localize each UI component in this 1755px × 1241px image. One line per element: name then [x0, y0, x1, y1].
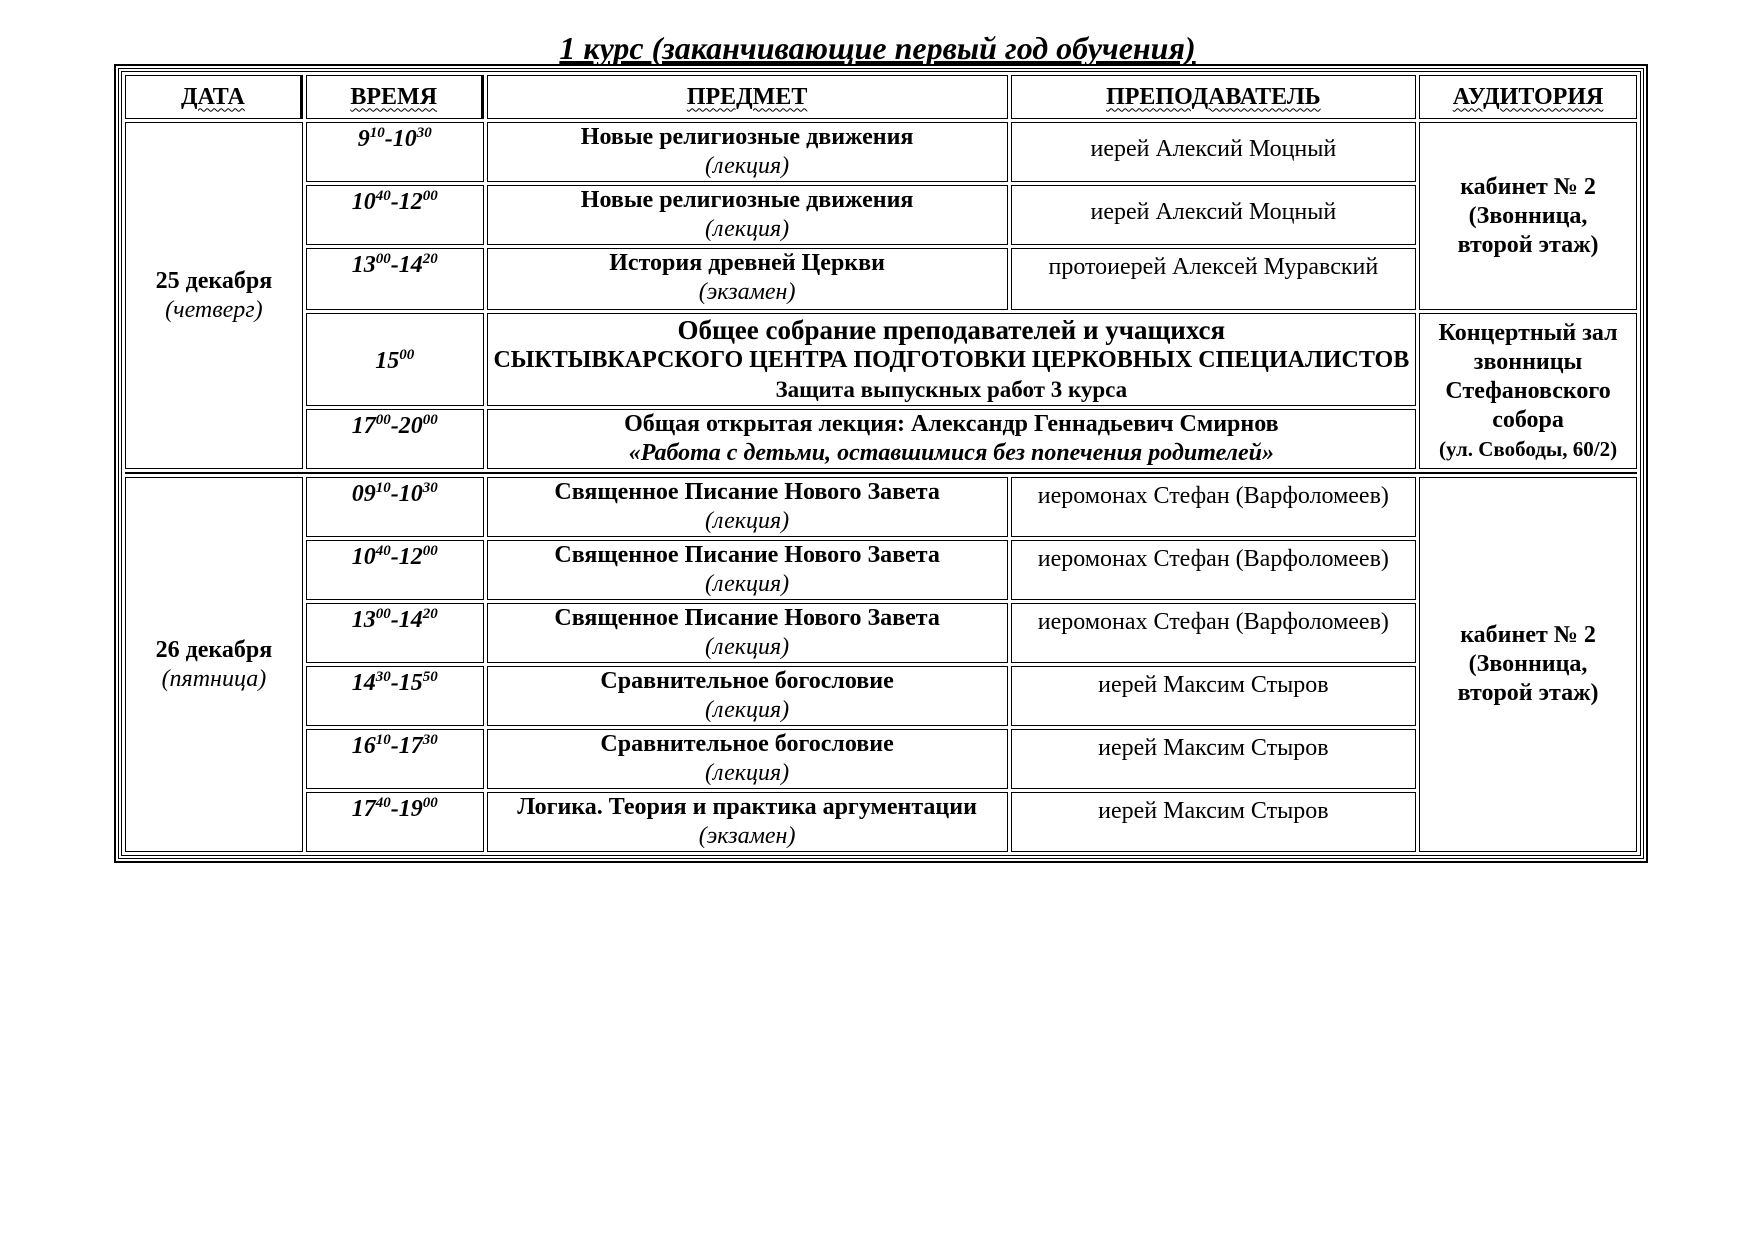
- meeting-cell: Общее собрание преподавателей и учащихся СЫКТЫВКАРСКОГО ЦЕНТРА ПОДГОТОВКИ ЦЕРКОВНЫХ СПЕЦИАЛИСТОВ Защита выпускных работ 3 курса: [487, 313, 1417, 406]
- subject-cell: Сравнительное богословие (лекция): [487, 666, 1008, 726]
- subject-cell: Священное Писание Нового Завета (лекция): [487, 603, 1008, 663]
- time-cell: $9^{10}-10^{30}$: [306, 122, 484, 182]
- subject-cell: Новые религиозные движения (лекция): [487, 122, 1008, 182]
- time-cell: $13^{00}-14^{20}$: [306, 248, 484, 310]
- table-row: [125, 122, 1637, 182]
- table-row: [125, 603, 1637, 663]
- header-date: ДАТА: [125, 75, 303, 119]
- time-cell: $09^{10}-10^{30}$: [306, 477, 484, 537]
- teacher-cell: иерей Максим Стыров: [1011, 729, 1416, 789]
- subject-cell: Священное Писание Нового Завета (лекция): [487, 477, 1008, 537]
- time-cell: $13^{00}-14^{20}$: [306, 603, 484, 663]
- open-lecture-cell: Общая открытая лекция: Александр Геннадьевич Смирнов «Работа с детьми, оставшимися без попечения родителей»: [487, 409, 1417, 469]
- header-row: [125, 75, 1637, 119]
- date-label: 26 декабря: [155, 636, 273, 663]
- teacher-cell: иерей Алексий Моцный: [1011, 185, 1416, 245]
- table-row: [125, 792, 1637, 852]
- table-row: [125, 248, 1637, 310]
- day-separator: [125, 472, 1637, 474]
- time-cell: $17^{40}-19^{00}$: [306, 792, 484, 852]
- subject-cell: История древней Церкви (экзамен): [487, 248, 1008, 310]
- page-title: 1 курс (заканчивающие первый год обучения): [559, 30, 1196, 66]
- header-room: АУДИТОРИЯ: [1419, 75, 1637, 119]
- time-cell: $14^{30}-15^{50}$: [306, 666, 484, 726]
- time-cell: $16^{10}-17^{30}$: [306, 729, 484, 789]
- teacher-cell: иеромонах Стефан (Варфоломеев): [1011, 477, 1416, 537]
- room-cell-day2: кабинет № 2 (Звонница, второй этаж): [1419, 477, 1637, 852]
- date-label: 25 декабря: [155, 267, 273, 294]
- header-subject: ПРЕДМЕТ: [487, 75, 1008, 119]
- weekday-label: (пятница): [161, 665, 267, 692]
- teacher-cell: иеромонах Стефан (Варфоломеев): [1011, 603, 1416, 663]
- room-cell-concert-hall: Концертный зал звонницы Стефановского собора (ул. Свободы, 60/2): [1419, 313, 1637, 469]
- time-cell: $17^{00}-20^{00}$: [306, 409, 484, 469]
- header-time: ВРЕМЯ: [306, 75, 484, 119]
- table-row-lecture: [125, 409, 1637, 469]
- table-row: [125, 666, 1637, 726]
- date-cell-day2: [125, 477, 303, 852]
- date-cell-day1: [125, 122, 303, 469]
- time-cell: $10^{40}-12^{00}$: [306, 540, 484, 600]
- subject-cell: Священное Писание Нового Завета (лекция): [487, 540, 1008, 600]
- subject-cell: Сравнительное богословие (лекция): [487, 729, 1008, 789]
- table-row: [125, 477, 1637, 537]
- subject-cell: Логика. Теория и практика аргументации (экзамен): [487, 792, 1008, 852]
- teacher-cell: иерей Максим Стыров: [1011, 792, 1416, 852]
- schedule-wrapper: [118, 68, 1644, 859]
- time-cell: $15^{00}$: [306, 313, 484, 406]
- weekday-label: (четверг): [165, 296, 263, 323]
- table-row: [125, 540, 1637, 600]
- time-cell: $10^{40}-12^{00}$: [306, 185, 484, 245]
- teacher-cell: иерей Алексий Моцный: [1011, 122, 1416, 182]
- schedule-table: [118, 68, 1644, 859]
- subject-cell: Новые религиозные движения (лекция): [487, 185, 1008, 245]
- teacher-cell: иеромонах Стефан (Варфоломеев): [1011, 540, 1416, 600]
- table-row: [125, 185, 1637, 245]
- teacher-cell: протоиерей Алексей Муравский: [1011, 248, 1416, 310]
- teacher-cell: иерей Максим Стыров: [1011, 666, 1416, 726]
- table-row: [125, 729, 1637, 789]
- room-cell-day1: кабинет № 2 (Звонница, второй этаж): [1419, 122, 1637, 310]
- header-teacher: ПРЕПОДАВАТЕЛЬ: [1011, 75, 1416, 119]
- table-row-meeting: [125, 313, 1637, 406]
